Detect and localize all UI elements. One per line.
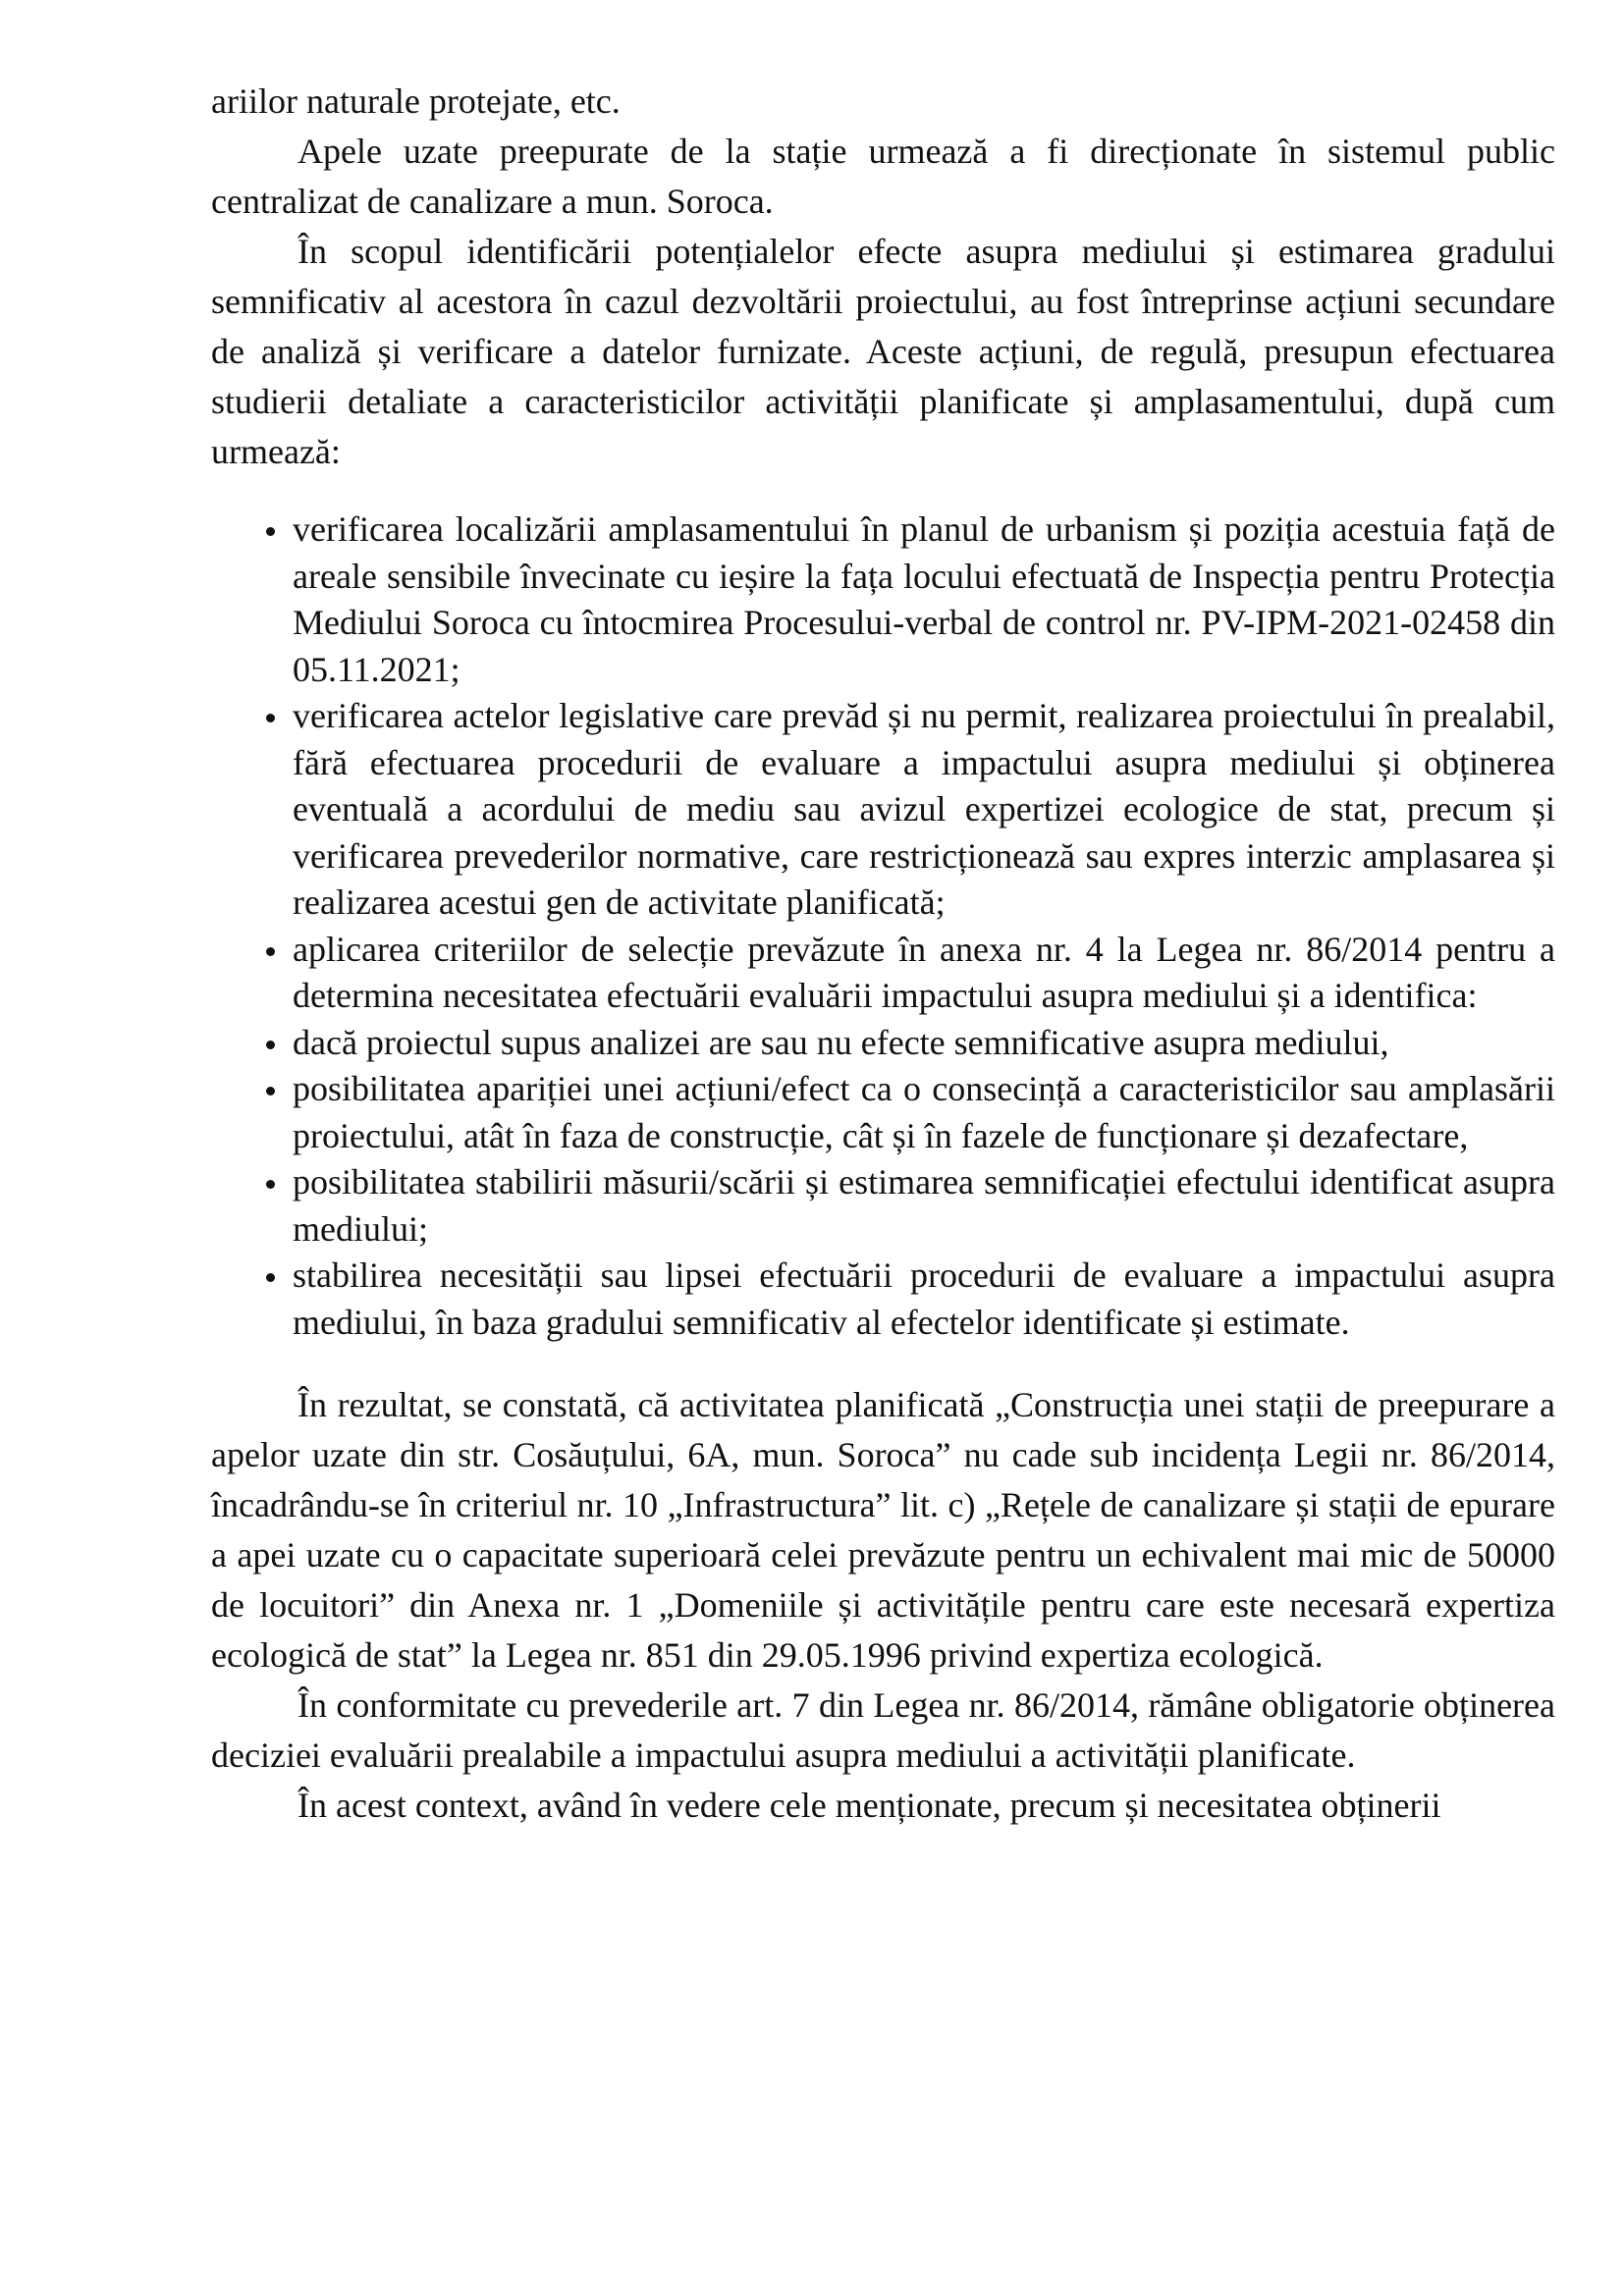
list-item (293, 1159, 1555, 1253)
paragraph-continuation: ariilor naturale protejate, etc. (211, 81, 621, 121)
list-item (293, 1020, 1555, 1067)
paragraph-wastewater: Apele uzate preepurate de la stație urmează a fi direcționate în sistemul public centralizat de canalizare a mun. Soroca. (211, 132, 1555, 221)
bullet-icon (266, 1273, 275, 1282)
actions-list (211, 507, 1555, 1346)
spacer (211, 1346, 1555, 1380)
list-item (293, 1253, 1555, 1346)
list-item-text: verificarea localizării amplasamentului în planul de urbanism și poziția acestuia față de areale sensibile învecinate cu ieșire la fața locului efectuată de Inspecția pentru Protecția Mediului Soroca cu întocmirea Procesului-verbal de control nr. PV-IPM-2021-02458 din 05.11.2021; (293, 509, 1555, 689)
list-item (293, 927, 1555, 1020)
bullet-icon (266, 714, 275, 722)
list-item-text: posibilitatea stabilirii măsurii/scării și estimarea semnificației efectului identificat asupra mediului; (293, 1162, 1555, 1249)
paragraph-context: În acest context, având în vedere cele menționate, precum și necesitatea obținerii (298, 1786, 1441, 1825)
bullet-icon (266, 1041, 275, 1049)
list-item (293, 1066, 1555, 1159)
document-page (211, 77, 1555, 1831)
list-item-text: dacă proiectul supus analizei are sau nu efecte semnificative asupra mediului, (293, 1022, 1389, 1062)
bullet-icon (266, 1087, 275, 1095)
bullet-icon (266, 1180, 275, 1189)
paragraph-scope: În scopul identificării potențialelor efecte asupra mediului și estimarea gradului semnificativ al acestora în cazul dezvoltării proiectului, au fost întreprinse acțiuni secundare de analiză și verificare a datelor furnizate. Aceste acțiuni, de regulă, presupun efectuarea studierii detaliate a caracteristicilor activității planificate și amplasamentului, după cum urmează: (211, 232, 1555, 471)
list-item-text: aplicarea criteriilor de selecție prevăzute în anexa nr. 4 la Legea nr. 86/2014 pentru a determina necesitatea efectuării evaluării impactului asupra mediului și a identifica: (293, 929, 1555, 1015)
paragraph-conclusion: În rezultat, se constată, că activitatea planificată „Construcția unei stații de preepurare a apelor uzate din str. Cosăuțului, 6A, mun. Soroca” nu cade sub incidența Legii nr. 86/2014, încadrându-se în criteriul nr. 10 „Infrastructura” lit. c) „Rețele de canalizare și stații de epurare a apei uzate cu o capacitate superioară celei prevăzute pentru un echivalent mai mic de 50000 de locuitori” din Anexa nr. 1 „Domeniile și activitățile pentru care este necesară expertiza ecologică de stat” la Legea nr. 851 din 29.05.1996 privind expertiza ecologică. (211, 1385, 1555, 1675)
list-item-text: verificarea actelor legislative care prevăd și nu permit, realizarea proiectului în prealabil, fără efectuarea procedurii de evaluare a impactului asupra mediului și obținerea eventuală a acordului de mediu sau avizul expertizei ecologice de stat, precum și verificarea prevederilor normative, care restricționează sau expres interzic amplasarea și realizarea acestui gen de activitate planificată; (293, 696, 1555, 922)
list-item (293, 507, 1555, 693)
paragraph-conformity: În conformitate cu prevederile art. 7 din Legea nr. 86/2014, rămâne obligatorie obținerea deciziei evaluării prealabile a impactului asupra mediului a activității planificate. (211, 1685, 1555, 1775)
bullet-icon (266, 947, 275, 956)
bullet-icon (266, 527, 275, 536)
list-item-text: posibilitatea apariției unei acțiuni/efect ca o consecință a caracteristicilor sau amplasării proiectului, atât în faza de construcție, cât și în fazele de funcționare și dezafectare, (293, 1069, 1555, 1155)
list-item-text: stabilirea necesității sau lipsei efectuării procedurii de evaluare a impactului asupra mediului, în baza gradului semnificativ al efectelor identificate și estimate. (293, 1255, 1555, 1342)
list-item (293, 693, 1555, 927)
spacer (211, 477, 1555, 507)
